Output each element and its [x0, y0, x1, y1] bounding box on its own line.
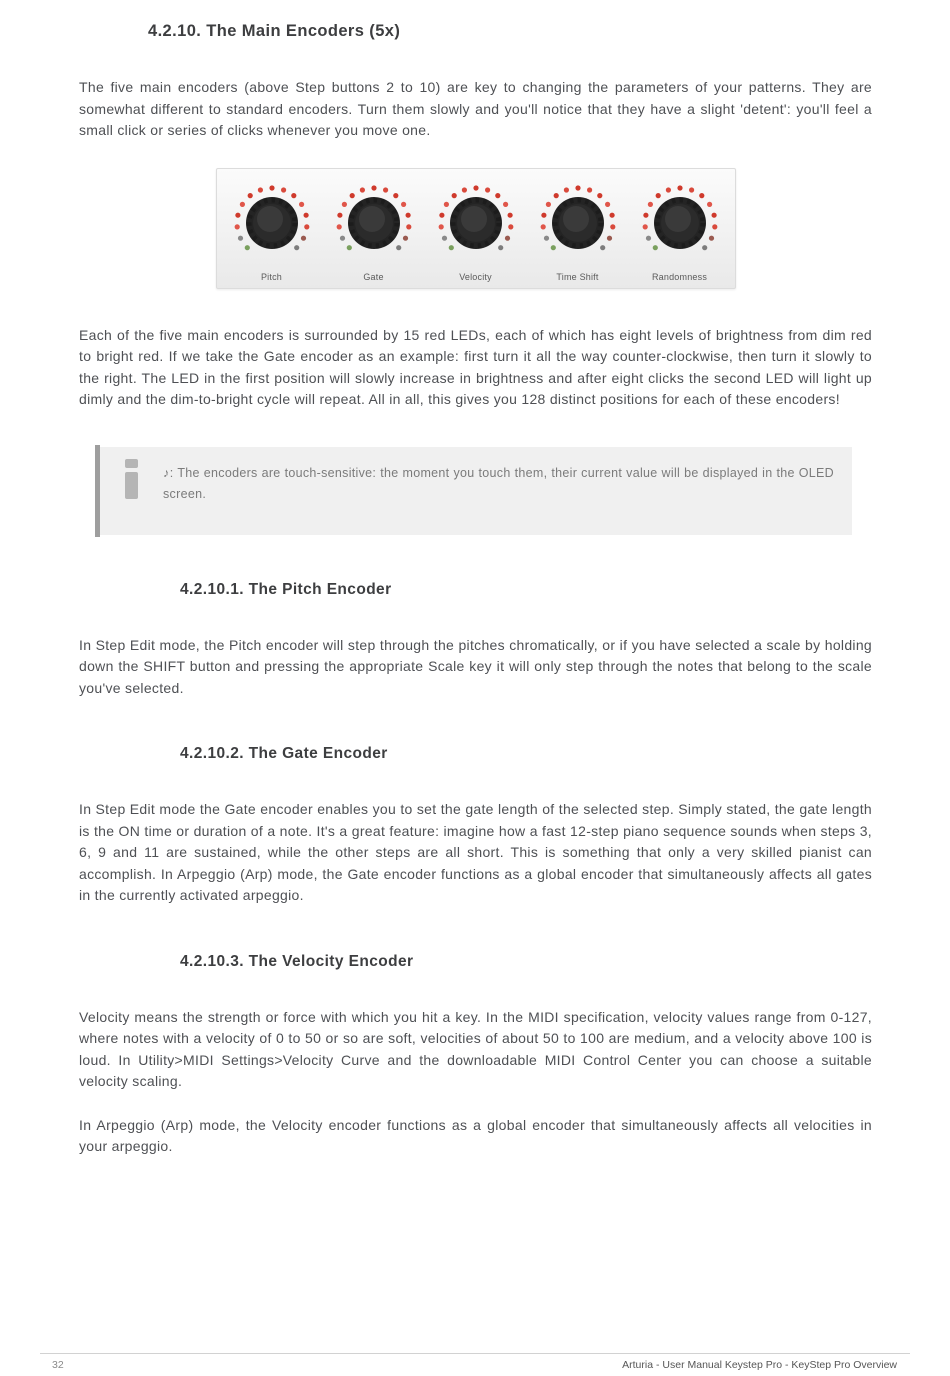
encoder-knob [532, 177, 624, 274]
encoder-gate [328, 177, 420, 282]
note-text: ♪: The encoders are touch-sensitive: the moment you touch them, their current value will be displayed in the OLED screen. [163, 465, 834, 501]
info-icon [125, 459, 138, 499]
paragraph-pitch-encoder: In Step Edit mode, the Pitch encoder will step through the pitches chromatically, or if you have selected a scale by holding down the SHIFT button and pressing the appropriate Scale key it will only step through the notes that belong to the scale you've selected. [79, 636, 872, 696]
encoder-velocity [430, 177, 522, 282]
paragraph-velocity-encoder-2: In Arpeggio (Arp) mode, the Velocity encoder functions as a global encoder that simultaneously affects all velocities in your arpeggio. [79, 1116, 872, 1154]
info-note [95, 447, 852, 535]
encoder-label: Velocity [459, 271, 492, 282]
encoder-knob [430, 177, 522, 274]
encoder-randomness [634, 177, 726, 282]
info-icon-dot [125, 459, 138, 468]
encoder-time-shift [532, 177, 624, 282]
footer-divider [40, 1353, 910, 1354]
footer-source: Arturia - User Manual Keystep Pro - KeyStep Pro Overview [622, 1359, 897, 1371]
footer-page-number: 32 [52, 1359, 64, 1371]
section-heading-pitch-encoder: 4.2.10.1. The Pitch Encoder [180, 580, 392, 598]
paragraph-led-description: Each of the five main encoders is surrounded by 15 red LEDs, each of which has eight levels of brightness from dim red to bright red. If we take the Gate encoder as an example: first turn it all the way counter-clockwise, then turn it slowly to the right. The LED in the first position will slowly increase in brightness and after eight clicks the second LED will light up dimly and the dim-to-bright cycle will repeat. All in all, this gives you 128 distinct positions for each of these encoders! [79, 326, 872, 407]
encoder-label: Gate [363, 271, 384, 282]
encoder-label: Randomness [651, 271, 708, 282]
section-heading-gate-encoder: 4.2.10.2. The Gate Encoder [180, 745, 388, 762]
encoder-knob [634, 177, 726, 274]
encoder-label: Pitch [260, 271, 282, 282]
section-heading-velocity-encoder: 4.2.10.3. The Velocity Encoder [180, 952, 414, 970]
encoder-pitch [226, 177, 318, 282]
encoder-knob [226, 177, 318, 274]
paragraph-encoders-intro: The five main encoders (above Step buttons 2 to 10) are key to changing the parameters of your patterns. They are somewhat different to standard encoders. Turn them slowly and you'll notice that they have a slight 'detent': you'll feel a small click or series of clicks whenever you move one. [79, 79, 872, 138]
encoder-knob [328, 177, 420, 274]
encoder-label: Time Shift [556, 271, 599, 282]
section-heading-main-encoders: 4.2.10. The Main Encoders (5x) [148, 22, 401, 40]
encoder-panel-image [216, 168, 736, 289]
paragraph-gate-encoder: In Step Edit mode the Gate encoder enables you to set the gate length of the selected step. Simply stated, the gate length is the ON time or duration of a note. It's a great feature: imagine how a fast 12-step piano sequence sounds when steps 3, 6, 9 and 11 are sustained, while the other steps are all short. This is something that only a very skilled pianist can accomplish. In Arpeggio (Arp) mode, the Gate encoder functions as a global encoder that simultaneously affects all gates in the currently activated arpeggio. [79, 801, 872, 903]
paragraph-velocity-encoder-1: Velocity means the strength or force with which you hit a key. In the MIDI specification, velocity values range from 0-127, where notes with a velocity of 0 to 50 or so are soft, velocities of about 50 to 100 are medium, and a velocity above 100 is loud. In Utility>MIDI Settings>Velocity Curve and the downloadable MIDI Control Center you can choose a suitable velocity scaling. [79, 1008, 872, 1089]
note-left-bar [95, 445, 100, 537]
info-icon-stem [125, 472, 138, 499]
